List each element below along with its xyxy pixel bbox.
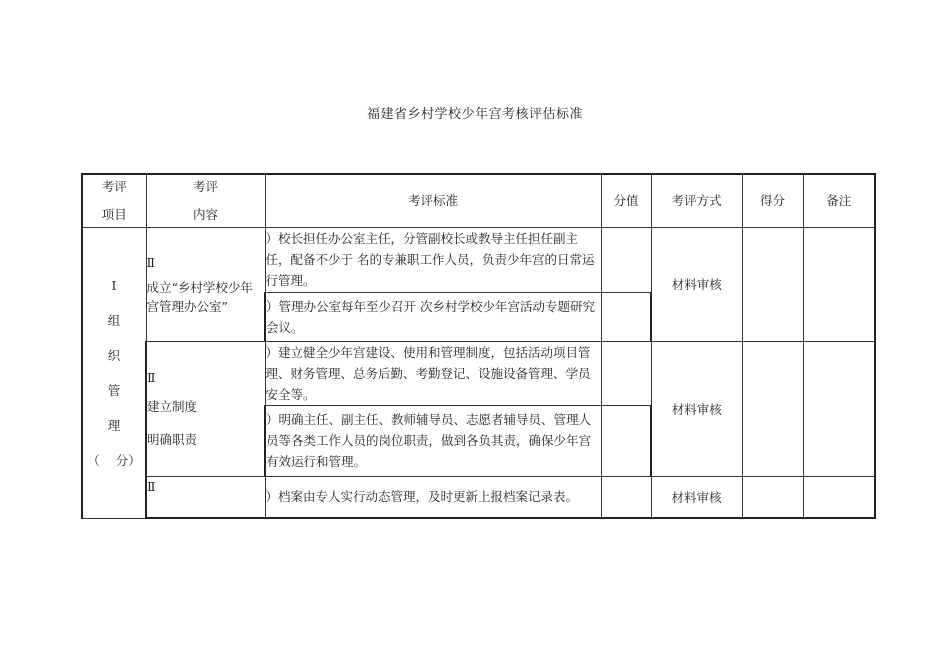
- table-row: [82, 341, 875, 405]
- header-note: 备注: [803, 174, 875, 227]
- standard-cell: ）管理办公室每年至少召开 次乡村学校少年宫活动专题研究会议。: [265, 292, 601, 341]
- header-item-line1: 考评: [101, 178, 127, 194]
- header-content-line2: 内容: [192, 206, 218, 222]
- content-cell: [146, 227, 265, 341]
- score-cell: [601, 292, 651, 341]
- method-cell: 材料审核: [651, 341, 742, 476]
- content-text: 成立“乡村学校少年宫管理办公室”: [146, 279, 253, 314]
- category-char: 管: [107, 382, 121, 398]
- note-cell: [803, 227, 875, 341]
- header-item-line2: 项目: [101, 206, 127, 222]
- method-cell: 材料审核: [651, 227, 742, 341]
- header-standard: 考评标准: [265, 174, 601, 227]
- content-cell: [146, 341, 265, 476]
- standard-cell: ）建立健全少年宫建设、使用和管理制度，包括活动项目管理、财务管理、总务后勤、考勤登记、设施设备管理、学员安全等。: [265, 341, 601, 405]
- note-cell: [803, 341, 875, 476]
- header-score: 分值: [601, 174, 651, 227]
- category-char: 组: [107, 312, 121, 328]
- standard-cell: ）明确主任、副主任、教师辅导员、志愿者辅导员、管理人员等各类工作人员的岗位职责，做到各负其责，确保少年宫有效运行和管理。: [265, 405, 601, 476]
- evaluation-table: [81, 173, 876, 519]
- content-numeral: Ⅱ: [146, 254, 155, 270]
- content-text-line1: 建立制度: [147, 399, 198, 414]
- got-cell: [742, 227, 803, 341]
- content-numeral: Ⅱ: [147, 478, 156, 494]
- score-cell: [601, 341, 651, 405]
- got-cell: [742, 341, 803, 476]
- category-cell: [82, 227, 146, 518]
- category-char: 理: [107, 417, 121, 433]
- table-row: [82, 227, 875, 292]
- content-numeral: Ⅱ: [147, 370, 156, 385]
- content-text-line2: 明确职责: [147, 432, 198, 447]
- score-cell: [601, 476, 651, 518]
- header-content-line1: 考评: [192, 178, 218, 194]
- standard-cell: ）档案由专人实行动态管理，及时更新上报档案记录表。: [265, 476, 601, 518]
- category-numeral: Ⅰ: [111, 277, 117, 293]
- header-row: [82, 174, 875, 227]
- method-cell: 材料审核: [651, 476, 742, 518]
- score-cell: [601, 405, 651, 476]
- got-cell: [742, 476, 803, 518]
- content-cell: [146, 476, 265, 518]
- document-title: 福建省乡村学校少年宫考核评估标准: [366, 107, 583, 122]
- score-cell: [601, 227, 651, 292]
- table-row: [82, 476, 875, 518]
- header-method: 考评方式: [651, 174, 742, 227]
- header-got: 得分: [742, 174, 803, 227]
- category-points: （ 分）: [87, 452, 141, 468]
- standard-cell: ）校长担任办公室主任，分管副校长或教导主任担任副主任，配备不少于 名的专兼职工作人员，负责少年宫的日常运行管理。: [265, 227, 601, 292]
- header-content: [146, 174, 265, 227]
- note-cell: [803, 476, 875, 518]
- header-item: [82, 174, 146, 227]
- category-char: 织: [107, 347, 121, 363]
